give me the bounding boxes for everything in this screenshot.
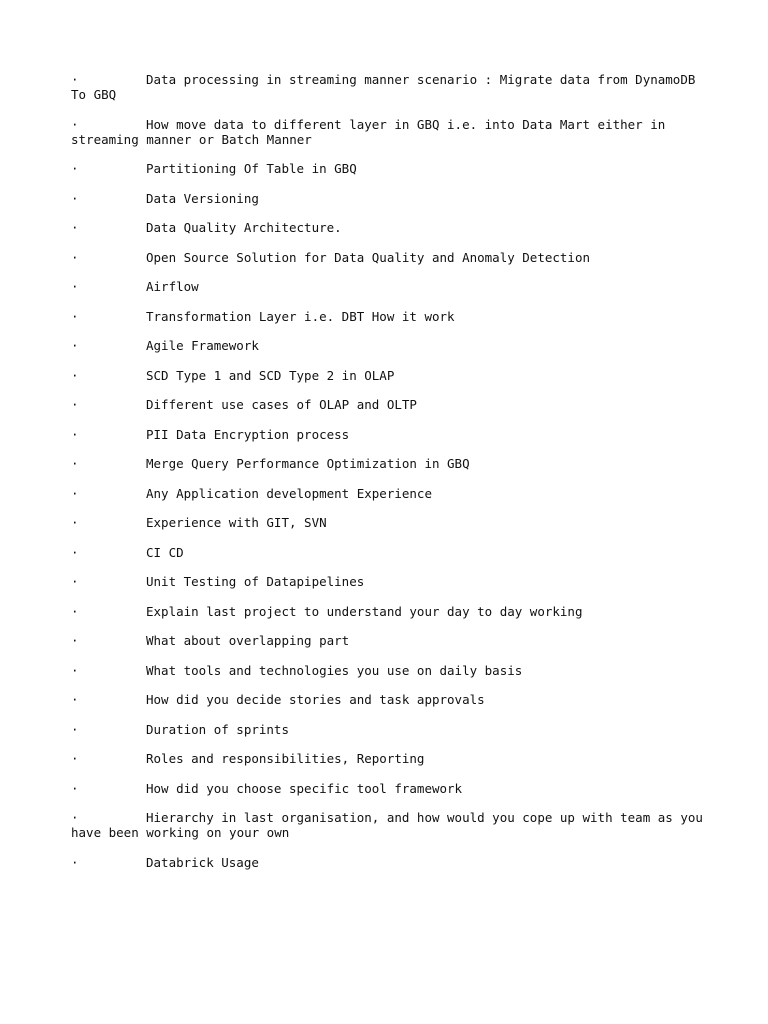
list-item-text: How did you decide stories and task approvals bbox=[146, 692, 485, 707]
list-item-text: Data processing in streaming manner scenario : Migrate data from DynamoDB To GBQ bbox=[71, 72, 696, 102]
list-item bbox=[71, 663, 711, 678]
list-item bbox=[71, 751, 711, 766]
bullet-mark: · bbox=[71, 249, 79, 265]
list-item bbox=[71, 781, 711, 796]
list-item bbox=[71, 368, 711, 383]
list-item bbox=[71, 810, 711, 840]
bullet-mark: · bbox=[71, 692, 79, 707]
bullet-mark: · bbox=[71, 633, 79, 648]
list-item-text: Different use cases of OLAP and OLTP bbox=[146, 397, 417, 412]
bullet-mark: · bbox=[71, 456, 79, 471]
list-item-text: Transformation Layer i.e. DBT How it work bbox=[146, 308, 455, 324]
list-item-text: CI CD bbox=[146, 544, 184, 560]
list-item bbox=[71, 545, 711, 560]
bullet-list bbox=[71, 72, 711, 884]
list-item-text: Data Quality Architecture. bbox=[146, 220, 342, 235]
list-item bbox=[71, 604, 711, 619]
list-item bbox=[71, 574, 711, 589]
bullet-mark: · bbox=[71, 751, 79, 766]
list-item-text: What tools and technologies you use on daily basis bbox=[146, 662, 523, 678]
bullet-mark: · bbox=[71, 116, 79, 132]
list-item bbox=[71, 486, 711, 501]
list-item bbox=[71, 220, 711, 235]
list-item-text: How move data to different layer in GBQ i.e. into Data Mart either in streaming manner or Batch Manner bbox=[71, 116, 666, 147]
list-item-text: Agile Framework bbox=[146, 338, 259, 353]
bullet-mark: · bbox=[71, 603, 79, 619]
bullet-mark: · bbox=[71, 515, 79, 530]
bullet-mark: · bbox=[71, 190, 79, 206]
list-item-text: SCD Type 1 and SCD Type 2 in OLAP bbox=[146, 367, 395, 383]
list-item-text: Merge Query Performance Optimization in GBQ bbox=[146, 456, 470, 471]
bullet-mark: · bbox=[71, 780, 79, 796]
list-item-text: How did you choose specific tool framework bbox=[146, 780, 463, 796]
bullet-mark: · bbox=[71, 397, 79, 412]
list-item-text: Duration of sprints bbox=[146, 721, 289, 737]
list-item bbox=[71, 397, 711, 412]
bullet-mark: · bbox=[71, 72, 79, 87]
bullet-mark: · bbox=[71, 220, 79, 235]
list-item-text: Partitioning Of Table in GBQ bbox=[146, 161, 357, 176]
list-item-text: Databrick Usage bbox=[146, 854, 259, 870]
list-item-text: Hierarchy in last organisation, and how would you cope up with team as you have been working on your own bbox=[71, 810, 703, 840]
list-item-text: Open Source Solution for Data Quality and Anomaly Detection bbox=[146, 249, 591, 265]
list-item bbox=[71, 117, 711, 147]
list-item bbox=[71, 338, 711, 353]
list-item-text: Airflow bbox=[146, 279, 199, 294]
bullet-mark: · bbox=[71, 426, 79, 442]
list-item bbox=[71, 633, 711, 648]
bullet-mark: · bbox=[71, 662, 79, 678]
list-item bbox=[71, 456, 711, 471]
list-item bbox=[71, 250, 711, 265]
list-item bbox=[71, 72, 711, 102]
list-item bbox=[71, 515, 711, 530]
list-item-text: Explain last project to understand your day to day working bbox=[146, 603, 583, 619]
bullet-mark: · bbox=[71, 161, 79, 176]
bullet-mark: · bbox=[71, 574, 79, 589]
list-item bbox=[71, 692, 711, 707]
list-item bbox=[71, 191, 711, 206]
list-item-text: Experience with GIT, SVN bbox=[146, 515, 327, 530]
list-item bbox=[71, 722, 711, 737]
list-item-text: Data Versioning bbox=[146, 190, 259, 206]
bullet-mark: · bbox=[71, 544, 79, 560]
bullet-mark: · bbox=[71, 279, 79, 294]
list-item-text: PII Data Encryption process bbox=[146, 426, 350, 442]
list-item bbox=[71, 427, 711, 442]
list-item bbox=[71, 855, 711, 870]
bullet-mark: · bbox=[71, 367, 79, 383]
list-item bbox=[71, 279, 711, 294]
bullet-mark: · bbox=[71, 338, 79, 353]
list-item bbox=[71, 161, 711, 176]
bullet-mark: · bbox=[71, 308, 79, 324]
bullet-mark: · bbox=[71, 810, 79, 825]
list-item-text: Any Application development Experience bbox=[146, 485, 432, 501]
list-item-text: Unit Testing of Datapipelines bbox=[146, 574, 365, 589]
bullet-mark: · bbox=[71, 854, 79, 870]
list-item bbox=[71, 309, 711, 324]
bullet-mark: · bbox=[71, 721, 79, 737]
bullet-mark: · bbox=[71, 485, 79, 501]
list-item-text: What about overlapping part bbox=[146, 633, 350, 648]
list-item-text: Roles and responsibilities, Reporting bbox=[146, 751, 425, 766]
